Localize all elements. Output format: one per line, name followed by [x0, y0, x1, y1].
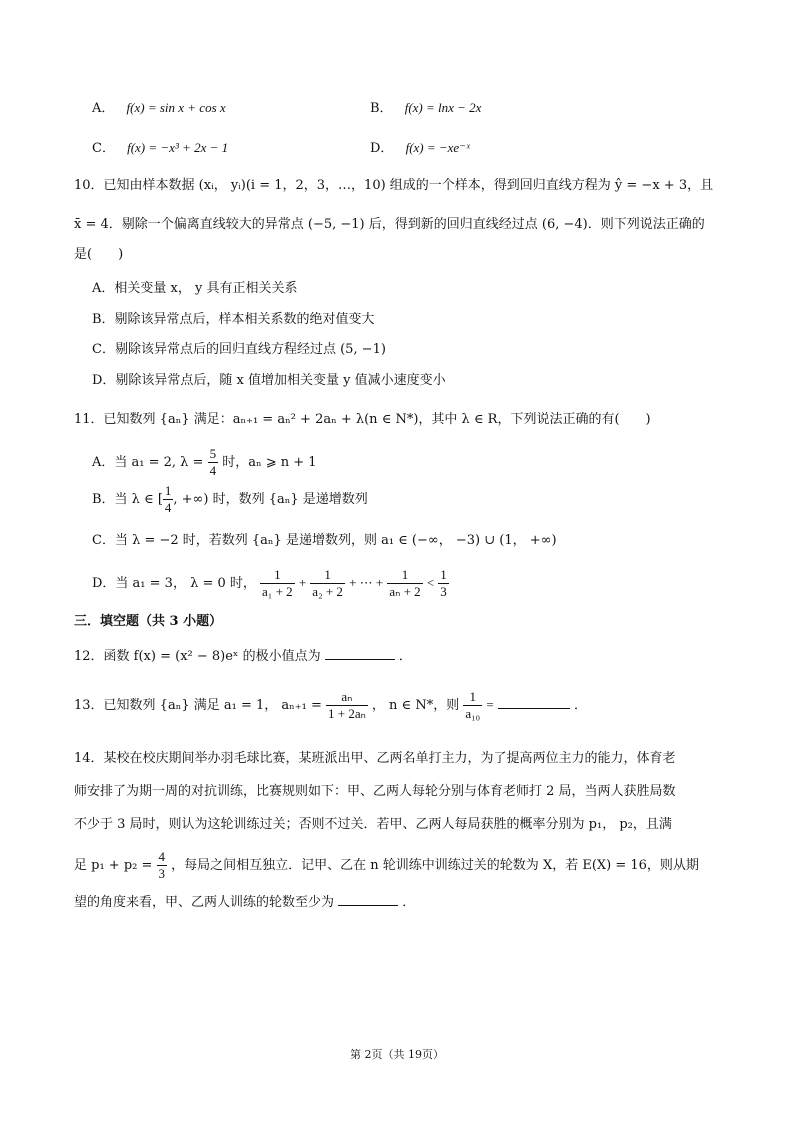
- q14-line5: [74, 893, 415, 912]
- q14-line5-text: 望的角度来看，甲、乙两人训练的轮数至少为: [74, 895, 335, 910]
- q14-answer-blank[interactable]: [338, 893, 398, 906]
- q12-text: 12．函数 f(x) = (x² − 8)eˣ 的极小值点为: [74, 649, 321, 664]
- page-footer: 第 2页（共 19页）: [350, 1048, 444, 1061]
- q11-option-d-fraction-4: [438, 567, 449, 600]
- q9-option-c-label: C．: [92, 141, 115, 156]
- fraction-numerator: 1: [440, 567, 447, 582]
- q14-fraction: [157, 849, 168, 882]
- q13-equals: =: [486, 697, 494, 712]
- fraction-denominator: 4: [209, 463, 217, 478]
- q11-option-d-pre: D．当 a₁ = 3， λ = 0 时，: [92, 576, 256, 591]
- fraction-numerator: aₙ: [326, 689, 368, 706]
- q13-fraction-2: [463, 689, 482, 722]
- q14-line3: 不少于 3 局时，则认为这轮训练过关；否则不过关．若甲、乙两人每局获胜的概率分别为 p₁， p₂，且满: [74, 817, 672, 832]
- q14-line2: 师安排了为期一周的对抗训练，比赛规则如下：甲、乙两人每轮分别与体育老师打 2 局，当两人获胜局数: [74, 784, 676, 799]
- fraction-numerator: 4: [158, 849, 166, 864]
- q14-line4-pre: 足 p₁ + p₂ =: [74, 858, 153, 873]
- q11-option-c: C．当 λ = −2 时，若数列 {aₙ} 是递增数列，则 a₁ ∈ (−∞， −3) ∪ (1， +∞): [92, 533, 557, 548]
- q9-option-a-expr: f(x) = sin x + cos x: [126, 100, 226, 115]
- q9-option-c-expr: f(x) = −x³ + 2x − 1: [127, 140, 229, 155]
- fraction-numerator: 1: [310, 567, 345, 584]
- fraction-denominator: 3: [158, 866, 166, 881]
- q13-answer-blank[interactable]: [498, 696, 570, 709]
- q11-option-d-fraction-2: [310, 567, 345, 600]
- q13-pre: 13．已知数列 {aₙ} 满足 a₁ = 1， aₙ₊₁ =: [74, 698, 322, 713]
- q9-option-b-expr: f(x) = lnx − 2x: [404, 100, 482, 115]
- q13-stem: [74, 687, 587, 724]
- fraction-numerator: 1: [387, 567, 422, 584]
- q9-option-d: [370, 139, 470, 158]
- q11-option-a-fraction: [208, 446, 219, 479]
- q13-end: ．: [573, 698, 587, 713]
- q10-stem-line1: 10．已知由样本数据 (xᵢ， yᵢ)(i = 1，2，3，…，10) 组成的一个样本，得到回归直线方程为 ŷ = −x + 3，且: [74, 178, 714, 193]
- q11-option-d-ellipsis: + ⋯ +: [349, 575, 384, 590]
- fraction-denominator: a₁ + 2: [262, 584, 293, 599]
- fraction-denominator: 3: [440, 584, 447, 599]
- fraction-denominator: a₂ + 2: [312, 584, 343, 599]
- q11-stem: 11．已知数列 {aₙ} 满足：aₙ₊₁ = aₙ² + 2aₙ + λ(n ∈ N*)，其中 λ ∈ R，下列说法正确的有( ): [74, 412, 651, 427]
- q12-end: ．: [398, 649, 412, 664]
- q11-option-d-fraction-3: [387, 567, 422, 600]
- q9-option-c: [92, 139, 228, 158]
- q9-option-a: [92, 99, 226, 118]
- fraction-denominator: aₙ + 2: [389, 584, 421, 599]
- q14-line1: 14．某校在校庆期间举办羽毛球比赛，某班派出甲、乙两名单打主力，为了提高两位主力的能力，体育老: [74, 751, 676, 766]
- q11-option-b-fraction: [163, 483, 174, 516]
- q12-stem: [74, 647, 412, 666]
- q9-option-b: [370, 99, 481, 118]
- q10-option-d: D．剔除该异常点后，随 x 值增加相关变量 y 值减小速度变小: [92, 373, 446, 388]
- q13-mid: ， n ∈ N*，则: [371, 698, 460, 713]
- fraction-denominator: 4: [164, 500, 172, 515]
- q9-option-a-label: A．: [92, 101, 115, 116]
- q9-option-d-expr: f(x) = −xe⁻ˣ: [405, 140, 470, 155]
- fraction-numerator: 1: [463, 689, 482, 706]
- q11-option-b-post: , +∞) 时，数列 {aₙ} 是递增数列: [173, 492, 368, 507]
- section-title: 三．填空题（共 3 小题）: [74, 614, 223, 629]
- q14-line4-post: ，每局之间相互独立．记甲、乙在 n 轮训练中训练过关的轮数为 X，若 E(X) = 16，则从期: [171, 858, 699, 873]
- q11-option-b-pre: B．当 λ ∈ [: [92, 492, 163, 507]
- q10-option-a: A．相关变量 x， y 具有正相关关系: [92, 281, 298, 296]
- q12-answer-blank[interactable]: [325, 647, 395, 660]
- q10-option-b: B．剔除该异常点后，样本相关系数的绝对值变大: [92, 312, 375, 327]
- q11-option-b: [92, 483, 368, 517]
- q11-option-a: [92, 446, 317, 480]
- q14-end: ．: [402, 895, 416, 910]
- fraction-numerator: 1: [260, 567, 295, 584]
- q11-option-a-pre: A．当 a₁ = 2, λ =: [92, 455, 204, 470]
- q9-option-d-label: D．: [370, 141, 394, 156]
- q10-stem-line3: 是( ): [74, 247, 124, 262]
- q11-option-d: D．当 a₁ = 3， λ = 0 时， $\frac{1}{\text{a₁ + 2}}$ + $\frac{1}{\text{a₂ + 2}}$ + ⋯ + $\frac{1}{\text{aₙ + 2}}$ < $\frac{1}{3}$: [92, 567, 447, 599]
- q9-option-b-label: B．: [370, 101, 393, 116]
- q10-option-c: C．剔除该异常点后的回归直线方程经过点 (5, −1): [92, 342, 386, 357]
- fraction-numerator: 1: [164, 483, 172, 498]
- q10-stem-line2: x̄ = 4．剔除一个偏离直线较大的异常点 (−5, −1) 后，得到新的回归直线经过点 (6, −4)．则下列说法正确的: [74, 217, 705, 232]
- fraction-denominator: 1 + 2aₙ: [328, 706, 366, 721]
- fraction-denominator: a₁₀: [465, 706, 481, 721]
- fraction-numerator: 5: [209, 446, 217, 461]
- q14-line4: [74, 848, 699, 884]
- q13-fraction-1: [326, 689, 368, 722]
- q11-option-a-post: 时，aₙ ⩾ n + 1: [222, 455, 317, 470]
- q11-option-d-fraction-1: [260, 567, 295, 600]
- q11-option-d-less-than: <: [426, 575, 435, 590]
